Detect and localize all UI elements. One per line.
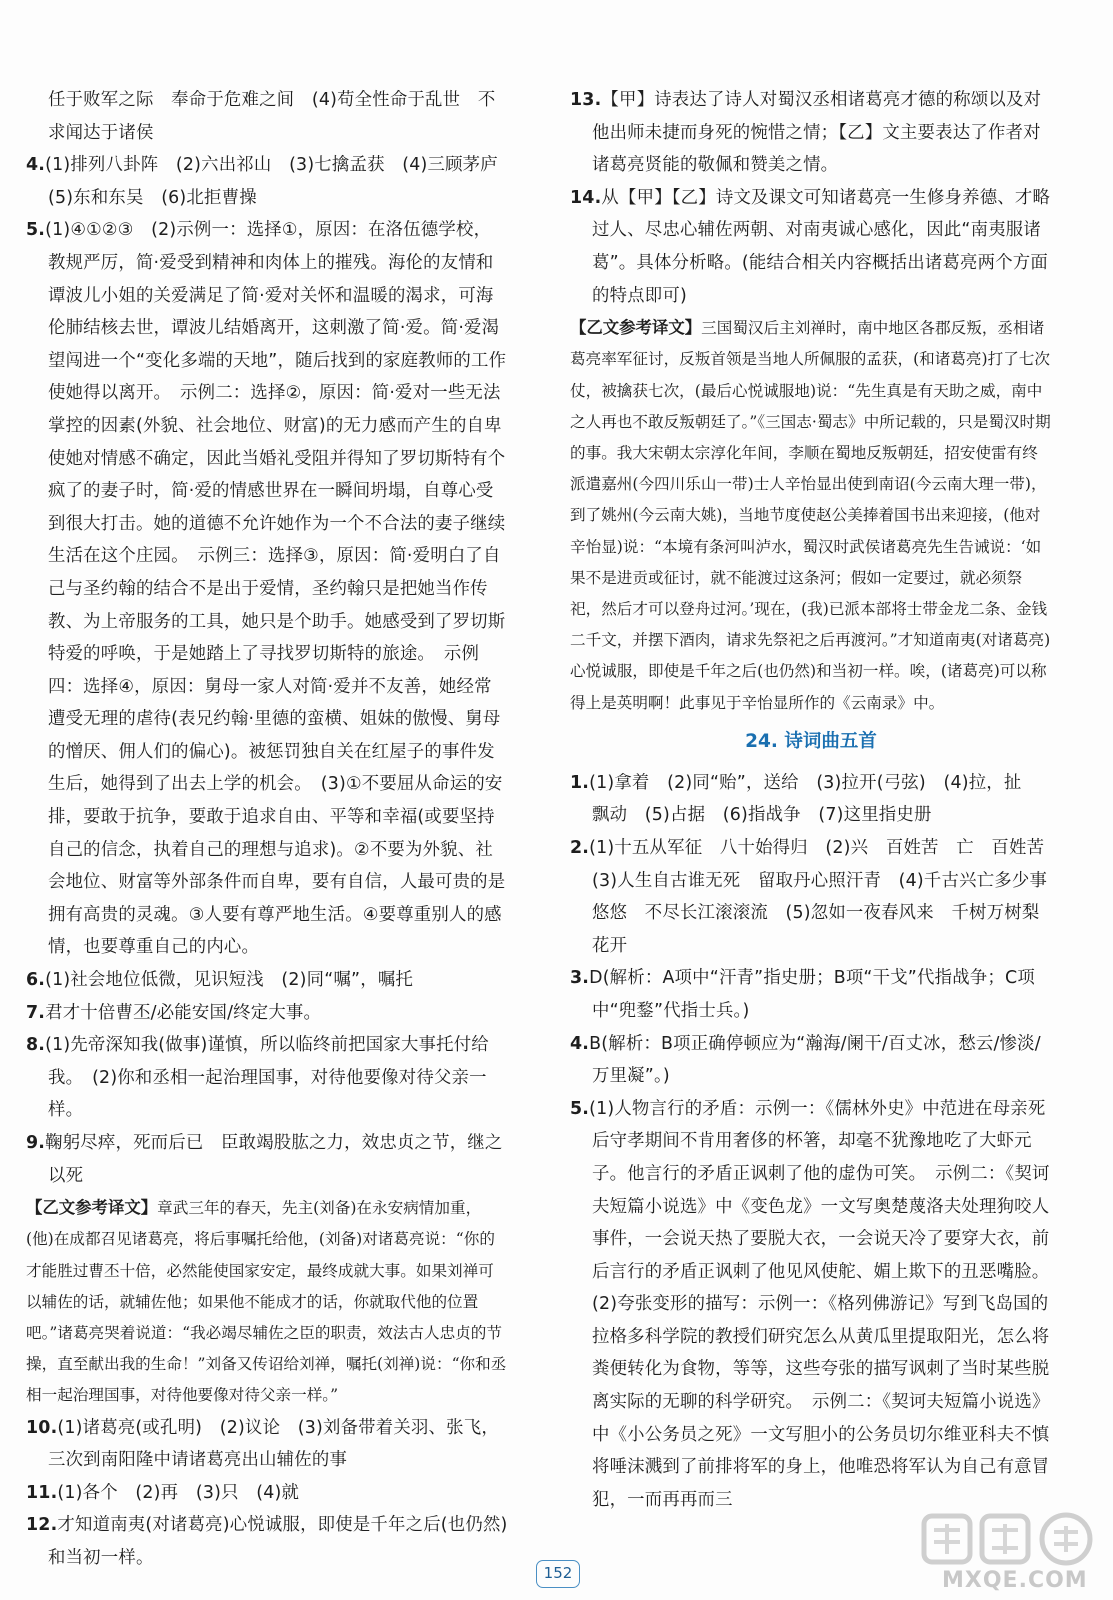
answer-text: 从【甲】【乙】诗文及课文可知诸葛亮一生修身养德、才略过人、尽忠心辅佐两朝、对南夷诚心感化，因此“南夷服诸葛”。具体分析略。(能结合相关内容概括出诸葛亮两个方面的特点即可)	[592, 187, 1051, 306]
answer-text: 任于败军之际 奉命于危难之间 (4)苟全性命于乱世 不求闻达于诸侯	[48, 90, 496, 143]
answer-number: 7.	[26, 1002, 46, 1023]
answer-text: (1)先帝深知我(做事)谨慎，所以临终前把国家大事托付给我。 (2)你和丞相一起治理国事，对待他要像对待父亲一样。	[45, 1035, 489, 1121]
translation-label: 【乙文参考译文】	[570, 318, 702, 338]
answer-number: 11.	[26, 1482, 58, 1503]
answer-item	[26, 1127, 508, 1192]
answer-number: 6.	[26, 970, 46, 991]
answer-number: 4.	[570, 1033, 590, 1054]
answer-text: (1)各个 (2)再 (3)只 (4)就	[57, 1482, 300, 1503]
answer-text: 三国蜀汉后主刘禅时，南中地区各郡反叛，丞相诸葛亮率军征讨，反叛首领是当地人所佩服的孟获，(和诸葛亮)打了七次仗，被擒获七次，(最后心悦诚服地)说：“先生真是有天助之威，南中之人再也不敢反叛朝廷了。”《三国志·蜀志》中所记载的，只是蜀汉时期的事。我大宋朝太宗淳化年间，李顺在蜀地反叛朝廷，招安使雷有终派遣嘉州(今四川乐山一带)士人辛怡显出使到南诏(今云南大理一带)，到了姚州(今云南大姚)，当地节度使赵公美捧着国书出来迎接，(他对辛怡显)说：“本境有条河叫泸水，蜀汉时武侯诸葛亮先生告诫说：‘如果不是进贡或征讨，就不能渡过这条河；假如一定要过，就必须祭祀，然后才可以登舟过河。’现在，(我)已派本部将士带金龙二条、金钱二千文，并摆下酒肉，请求先祭祀之后再渡河。”才知道南夷(对诸葛亮)心悦诚服，即使是千年之后(也仍然)和当初一样。唉，(诸葛亮)可以称得上是英明啊！此事见于辛怡显所作的《云南录》中。	[570, 319, 1051, 712]
answer-text: (1)④①②③ (2)示例一：选择①，原因：在洛伍德学校，教规严厉，简·爱受到精神和肉体上的摧残。海伦的友情和谭波儿小姐的关爱满足了简·爱对关怀和温暖的渴求，可海伦肺结核去世，谭波儿结婚离开，这刺激了简·爱。简·爱渴望闯进一个“变化多端的天地”，随后找到的家庭教师的工作使她得以离开。 示例二：选择②，原因：简·爱对一些无法掌控的因素(外貌、社会地位、财富)的无力感而产生的自卑使她对情感不确定，因此当婚礼受阻并得知了罗切斯特有个疯了的妻子时，简·爱的情感世界在一瞬间坍塌，自尊心受到很大打击。她的道德不允许她作为一个不合法的妻子继续生活在这个庄园。 示例三：选择③，原因：简·爱明白了自己与圣约翰的结合不是出于爱情，圣约翰只是把她当作传教、为上帝服务的工具，她只是个助手。她感受到了罗切斯特爱的呼唤，于是她踏上了寻找罗切斯特的旅途。 示例四：选择④，原因：舅母一家人对简·爱并不友善，她经常遭受无理的虐待(表兄约翰·里德的蛮横、姐妹的傲慢、舅母的憎厌、佣人们的偏心)。被惩罚独自关在红屋子的事件发生后，她得到了出去上学的机会。 (3)①不要屈从命运的安排，要敢于抗争，要敢于追求自由、平等和幸福(或要坚持自己的信念，执着自己的理想与追求)。②不要为外貌、社会地位、财富等外部条件而自卑，要有自信，人最可贵的是拥有高贵的灵魂。③人要有尊严地生活。④要尊重别人的感情，也要尊重自己的内心。	[45, 220, 507, 958]
answer-text: (1)排列八卦阵 (2)六出祁山 (3)七擒孟获 (4)三顾茅庐 (5)东和东吴 (6)北拒曹操	[45, 155, 516, 208]
answer-item	[570, 182, 1052, 312]
right-column	[570, 84, 1065, 1516]
answer-text: (1)人物言行的矛盾：示例一：《儒林外史》中范进在母亲死后守孝期间不肯用奢侈的杯箸，却毫不犹豫地吃了大虾元子。他言行的矛盾正讽刺了他的虚伪可笑。 示例二：《契诃夫短篇小说选》中《变色龙》一文写奥楚蔑洛夫处理狗咬人事件，一会说天热了要脱大衣，一会说天冷了要穿大衣，前后言行的矛盾正讽刺了他见风使舵、媚上欺下的丑恶嘴脸。 (2)夸张变形的描写：示例一：《格列佛游记》写到飞岛国的拉格多科学院的教授们研究怎么从黄瓜里提取阳光，怎么将粪便转化为食物，等等，这些夸张的描写讽刺了当时某些脱离实际的无聊的科学研究。 示例二：《契诃夫短篇小说选》中《小公务员之死》一文写胆小的公务员切尔维亚科夫不慎将唾沫溅到了前排将军的身上，他唯恐将军认为自己有意冒犯，一而再再而三	[589, 1098, 1059, 1510]
answer-item	[570, 962, 1052, 1027]
answer-number: 1.	[570, 772, 590, 793]
answer-number: 12.	[26, 1515, 58, 1536]
translation-label: 【乙文参考译文】	[26, 1198, 158, 1218]
section-title: 24. 诗词曲五首	[745, 730, 877, 752]
answer-number: 13.	[570, 90, 602, 110]
answer-number: 3.	[570, 968, 590, 989]
left-column	[26, 84, 516, 1575]
answer-item	[26, 149, 516, 214]
answer-number: 5.	[570, 1098, 590, 1119]
answer-circle-logo-icon	[918, 1508, 1108, 1568]
answer-number: 8.	[26, 1035, 46, 1056]
answer-text: (1)诸葛亮(或孔明) (2)议论 (3)刘备带着关羽、张飞，三次到南阳隆中请诸葛亮出山辅佐的事	[48, 1417, 499, 1471]
answer-item	[26, 964, 508, 997]
answer-number: 5.	[26, 220, 46, 241]
answer-number: 2.	[570, 837, 590, 858]
answer-text: (1)社会地位低微，见识短浅 (2)同“嘱”，嘱托	[45, 970, 414, 991]
answer-item	[26, 997, 508, 1030]
answer-text: B(解析：B项正确停顿应为“瀚海/阑干/百丈冰，愁云/惨淡/万里凝”。)	[589, 1033, 1041, 1087]
answer-number: 4.	[26, 155, 46, 176]
answer-number: 10.	[26, 1417, 58, 1438]
answer-item	[570, 84, 1052, 182]
answer-text: (1)十五从军征 八十始得归 (2)兴 百姓苦 亡 百姓苦 (3)人生自古谁无死 留取丹心照汗青 (4)千古兴亡多少事 悠悠 不尽长江滚滚流 (5)忽如一夜春风来 千树万树梨花开	[589, 837, 1065, 956]
page-number: 152	[536, 1560, 580, 1588]
answer-item	[570, 767, 1052, 832]
answer-text: 鞠躬尽瘁，死而后已 臣敢竭股肱之力，效忠贞之节，继之以死	[45, 1133, 503, 1186]
answer-item	[26, 1412, 508, 1477]
answer-number: 14.	[570, 187, 602, 208]
answer-text: (1)拿着 (2)同“贻”，送给 (3)拉开(弓弦) (4)拉，扯 飘动 (5)占据 (6)指战争 (7)这里指史册	[589, 772, 1040, 826]
answer-number: 9.	[26, 1133, 46, 1153]
answer-item	[570, 1028, 1052, 1093]
answer-item	[26, 214, 508, 964]
answer-item	[570, 832, 1065, 962]
answer-text: 才知道南夷(对诸葛亮)心悦诚服，即使是千年之后(也仍然)和当初一样。	[48, 1515, 508, 1568]
answer-item	[26, 1477, 508, 1510]
translation-block	[570, 312, 1052, 719]
watermark-domain: MXQE.COM	[942, 1568, 1088, 1593]
watermark-logo	[918, 1508, 1108, 1596]
answer-item	[26, 84, 508, 149]
answer-text: 章武三年的春天，先主(刘备)在永安病情加重，(他)在成都召见诸葛亮，将后事嘱托给他，(刘备)对诸葛亮说：“你的才能胜过曹丕十倍，必然能使国家安定，最终成就大事。如果刘禅可以辅佐的话，就辅佐他；如果他不能成才的话，你就取代他的位置吧。”诸葛亮哭着说道：“我必竭尽辅佐之臣的职责，效法古人忠贞的节操，直至献出我的生命！”刘备又传诏给刘禅，嘱托(刘禅)说：“你和丞相一起治理国事，对待他要像对待父亲一样。”	[26, 1199, 507, 1405]
answer-item	[26, 1509, 508, 1574]
answer-item	[570, 1093, 1059, 1517]
answer-item	[26, 1029, 508, 1127]
answer-text: 君才十倍曹丕/必能安国/终定大事。	[45, 1002, 322, 1023]
translation-block	[26, 1192, 508, 1411]
answer-text: D(解析：A项中“汗青”指史册；B项“干戈”代指战争；C项中“兜鍪”代指士兵。)	[589, 968, 1035, 1021]
answer-text: 【甲】诗表达了诗人对蜀汉丞相诸葛亮才德的称颂以及对他出师未捷而身死的惋惜之情；【乙】文主要表达了作者对诸葛亮贤能的敬佩和赞美之情。	[592, 90, 1042, 176]
